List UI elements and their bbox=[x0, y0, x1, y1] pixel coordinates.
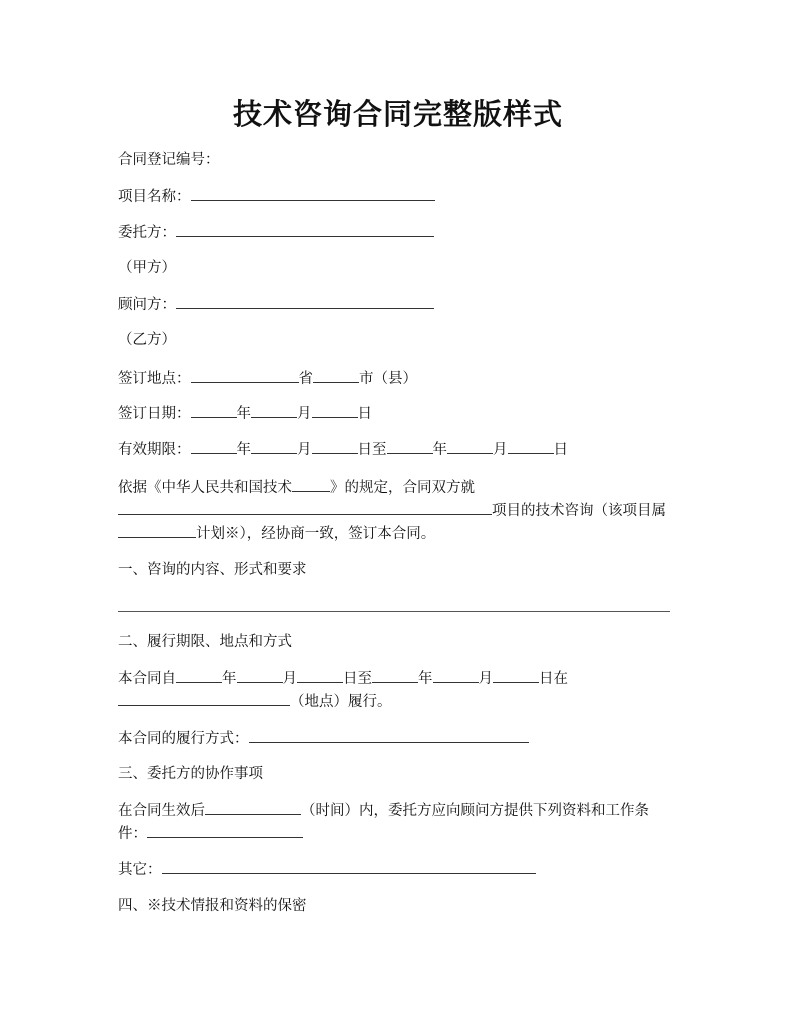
validity-end-day-blank[interactable] bbox=[508, 439, 554, 454]
cooperation-text-3: 件： bbox=[118, 826, 147, 842]
signing-place-line bbox=[118, 368, 417, 389]
registration-no-label: 合同登记编号： bbox=[118, 152, 220, 168]
method-label: 本合同的履行方式： bbox=[118, 731, 249, 747]
party-b-text: （乙方） bbox=[118, 332, 176, 348]
section1-content-blank[interactable] bbox=[118, 611, 670, 612]
project-name-line bbox=[118, 186, 435, 207]
section1-heading bbox=[118, 560, 307, 580]
preamble-part1: 依据《中华人民共和国技术 bbox=[118, 480, 292, 496]
day-at-text: 日在 bbox=[539, 671, 568, 687]
city-blank[interactable] bbox=[313, 368, 359, 383]
term-line-1 bbox=[118, 668, 568, 689]
month-text: 月 bbox=[297, 442, 312, 458]
client-line bbox=[118, 222, 434, 243]
section4-heading-text: 四、※技术情报和资料的保密 bbox=[118, 898, 307, 914]
section1-heading-text: 一、咨询的内容、形式和要求 bbox=[118, 562, 307, 578]
consultant-line bbox=[118, 294, 434, 315]
law-name-blank[interactable] bbox=[292, 477, 330, 492]
plan-blank[interactable] bbox=[118, 523, 196, 538]
other-line bbox=[118, 859, 536, 880]
month-text: 月 bbox=[493, 442, 508, 458]
cooperation-line-1 bbox=[118, 800, 649, 821]
year-text: 年 bbox=[236, 442, 251, 458]
section4-heading bbox=[118, 896, 307, 916]
term-line-2 bbox=[118, 691, 392, 712]
method-blank[interactable] bbox=[249, 728, 529, 743]
signing-year-blank[interactable] bbox=[191, 403, 237, 418]
day-text: 日 bbox=[357, 406, 372, 422]
signing-day-blank[interactable] bbox=[312, 403, 358, 418]
month-text: 月 bbox=[478, 671, 493, 687]
signing-place-label: 签订地点： bbox=[118, 371, 191, 387]
term-end-day-blank[interactable] bbox=[493, 668, 539, 683]
year-text: 年 bbox=[418, 671, 433, 687]
signing-month-blank[interactable] bbox=[251, 403, 297, 418]
section3-heading bbox=[118, 764, 263, 784]
month-text: 月 bbox=[297, 406, 312, 422]
client-blank[interactable] bbox=[176, 222, 434, 237]
preamble-part4: 计划※），经协商一致，签订本合同。 bbox=[196, 526, 436, 542]
signing-date-label: 签订日期： bbox=[118, 406, 191, 422]
party-a-text: （甲方） bbox=[118, 260, 176, 276]
year-text: 年 bbox=[432, 442, 447, 458]
section2-heading-text: 二、履行期限、地点和方式 bbox=[118, 634, 292, 650]
materials-blank[interactable] bbox=[147, 823, 303, 838]
month-text: 月 bbox=[282, 671, 297, 687]
other-blank[interactable] bbox=[162, 859, 536, 874]
preamble-line-2 bbox=[118, 500, 666, 521]
party-b-line bbox=[118, 330, 176, 350]
term-end-month-blank[interactable] bbox=[433, 668, 479, 683]
preamble-part3: 项目的技术咨询（该项目属 bbox=[492, 503, 666, 519]
term-start-year-blank[interactable] bbox=[176, 668, 222, 683]
term-start-month-blank[interactable] bbox=[237, 668, 283, 683]
client-label: 委托方： bbox=[118, 225, 176, 241]
province-blank[interactable] bbox=[191, 368, 299, 383]
province-text: 省 bbox=[298, 371, 313, 387]
section2-heading bbox=[118, 632, 292, 652]
day-text: 日 bbox=[553, 442, 568, 458]
place-blank[interactable] bbox=[118, 691, 290, 706]
cooperation-text-2: （时间）内，委托方应向顾问方提供下列资料和工作条 bbox=[301, 803, 649, 819]
validity-end-year-blank[interactable] bbox=[387, 439, 433, 454]
validity-label: 有效期限： bbox=[118, 442, 191, 458]
validity-start-year-blank[interactable] bbox=[191, 439, 237, 454]
city-county-text: 市（县） bbox=[359, 371, 417, 387]
project-blank[interactable] bbox=[118, 500, 492, 515]
cooperation-text-1: 在合同生效后 bbox=[118, 803, 205, 819]
party-a-line bbox=[118, 258, 176, 278]
validity-start-day-blank[interactable] bbox=[312, 439, 358, 454]
place-suffix: （地点）履行。 bbox=[290, 694, 392, 710]
term-start-day-blank[interactable] bbox=[297, 668, 343, 683]
preamble-line-3 bbox=[118, 523, 435, 544]
validity-line bbox=[118, 439, 568, 460]
cooperation-line-2 bbox=[118, 823, 303, 844]
section3-heading-text: 三、委托方的协作事项 bbox=[118, 766, 263, 782]
day-to-text: 日至 bbox=[357, 442, 387, 458]
signing-date-line bbox=[118, 403, 372, 424]
project-name-label: 项目名称： bbox=[118, 189, 191, 205]
validity-start-month-blank[interactable] bbox=[251, 439, 297, 454]
day-to-text: 日至 bbox=[343, 671, 372, 687]
preamble-line-1 bbox=[118, 477, 475, 498]
year-text: 年 bbox=[222, 671, 237, 687]
consultant-blank[interactable] bbox=[176, 294, 434, 309]
year-text: 年 bbox=[236, 406, 251, 422]
registration-no-line bbox=[118, 150, 220, 170]
term-prefix: 本合同自 bbox=[118, 671, 176, 687]
time-blank[interactable] bbox=[205, 800, 301, 815]
document-title: 技术咨询合同完整版样式 bbox=[232, 97, 563, 131]
other-label: 其它： bbox=[118, 862, 162, 878]
method-line bbox=[118, 728, 529, 749]
term-end-year-blank[interactable] bbox=[372, 668, 418, 683]
validity-end-month-blank[interactable] bbox=[447, 439, 493, 454]
consultant-label: 顾问方： bbox=[118, 297, 176, 313]
project-name-blank[interactable] bbox=[191, 186, 435, 201]
preamble-part2: 》的规定，合同双方就 bbox=[330, 480, 475, 496]
